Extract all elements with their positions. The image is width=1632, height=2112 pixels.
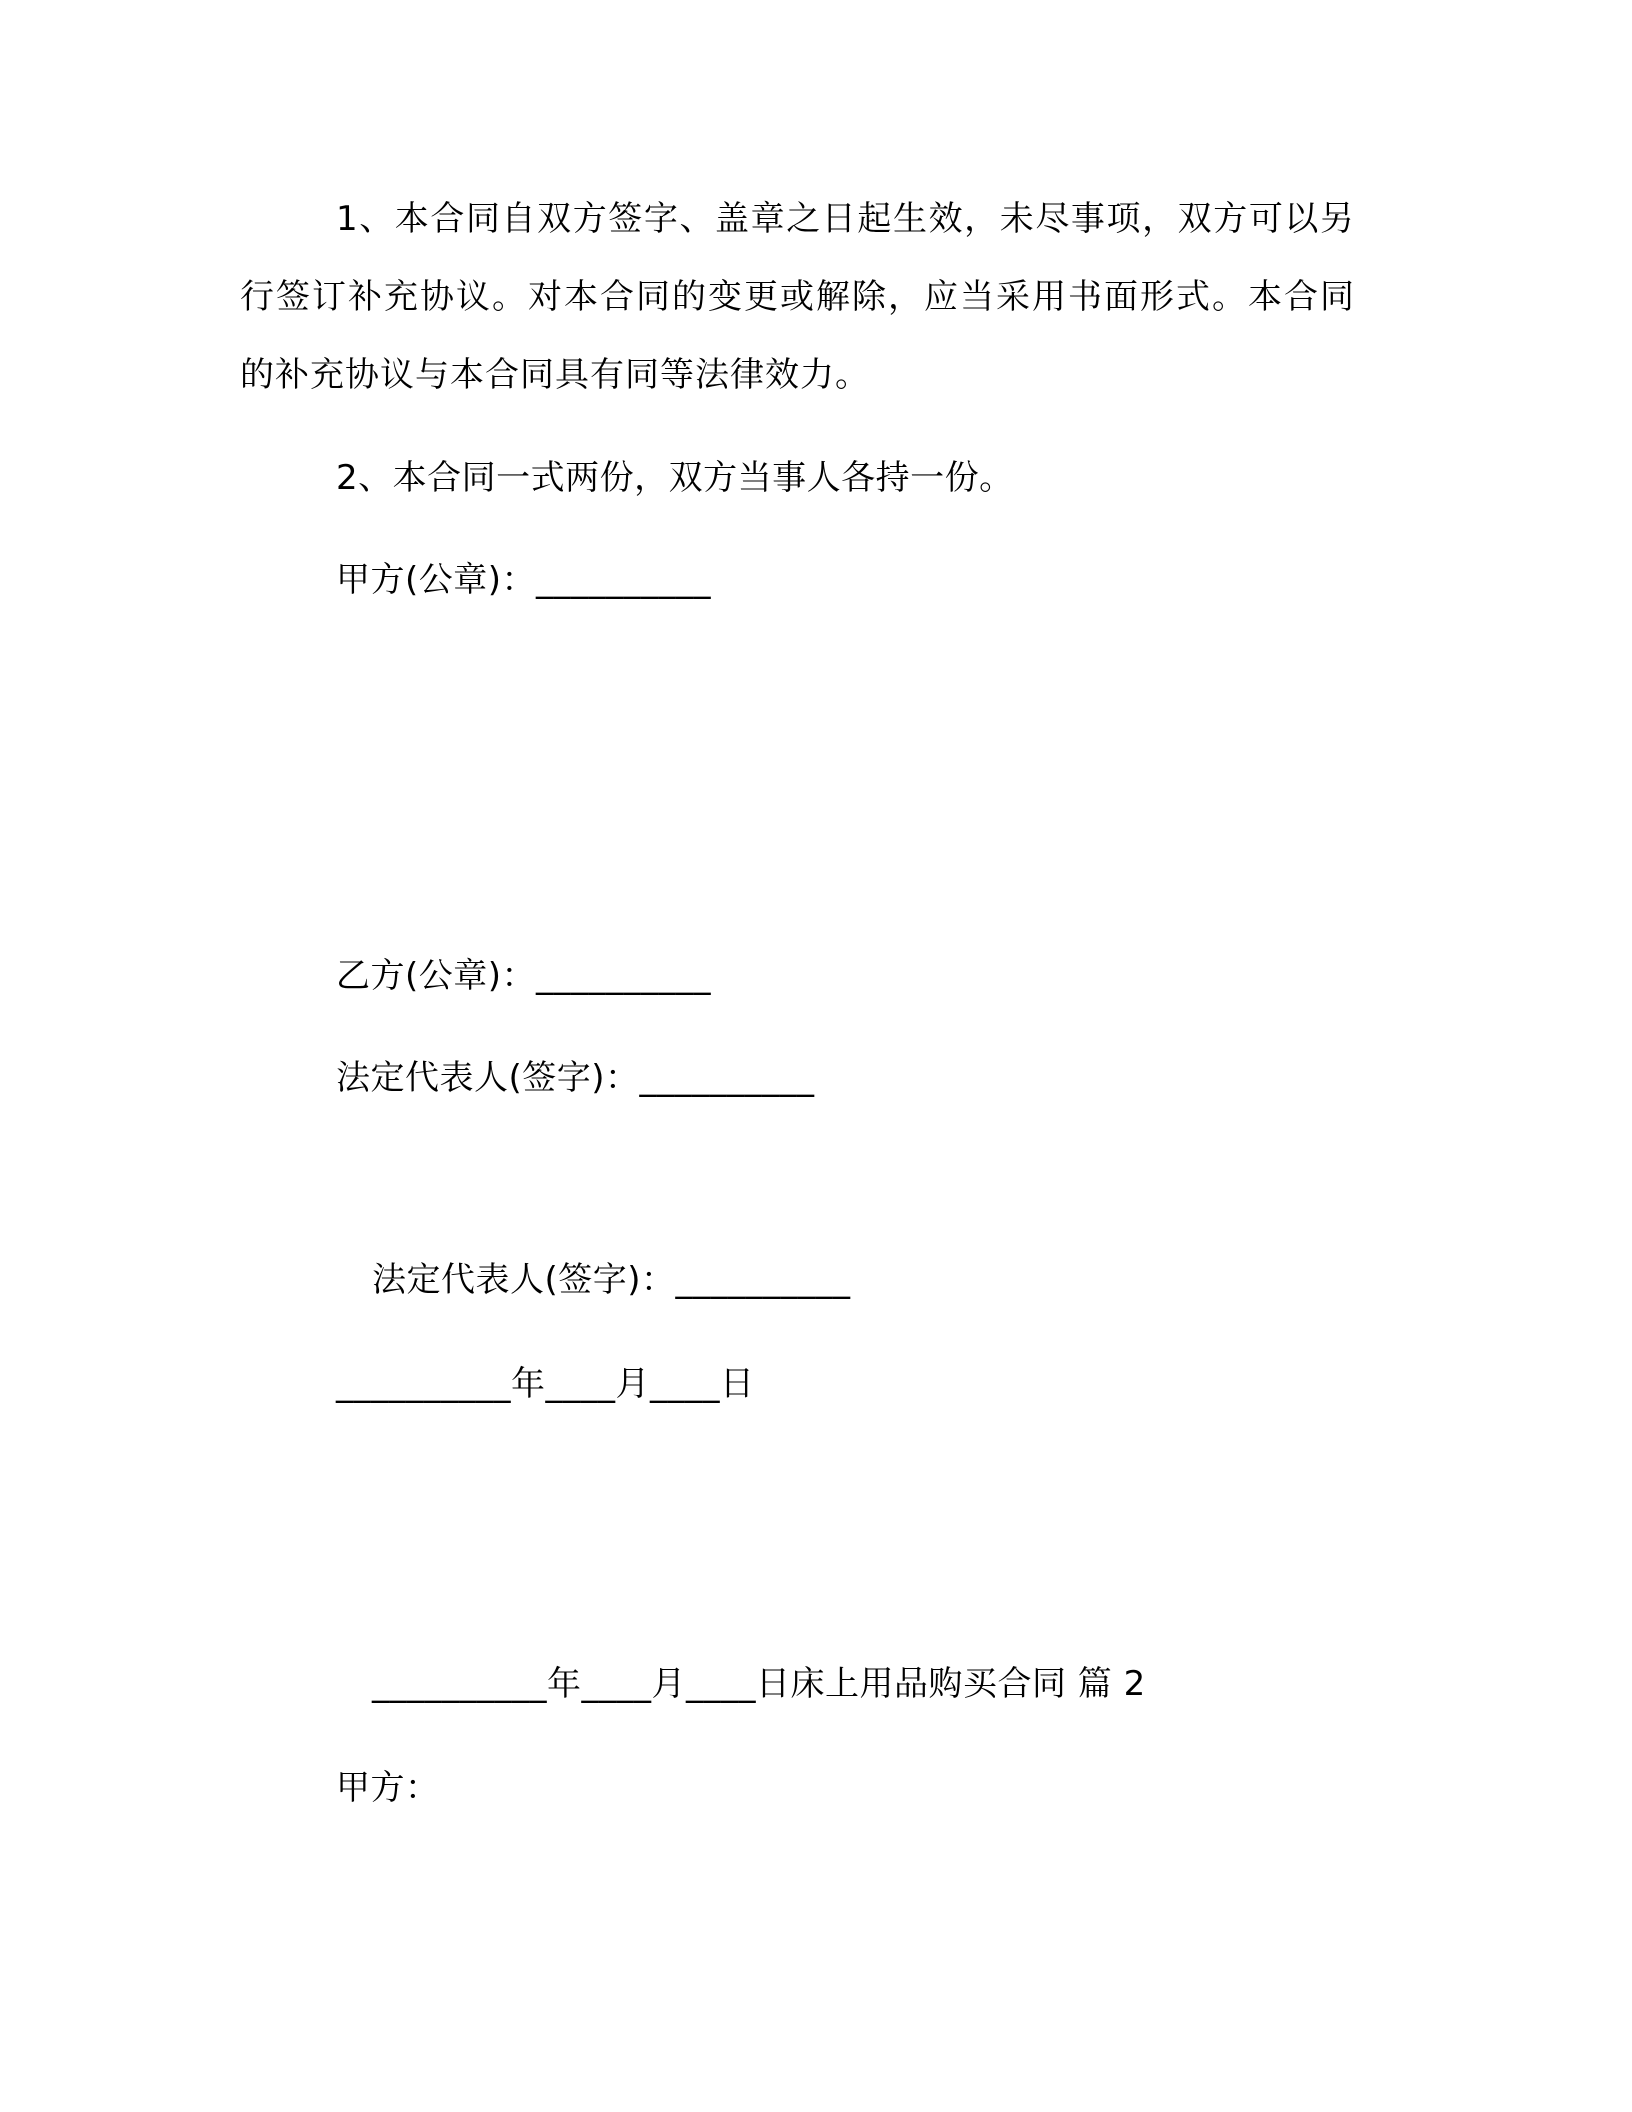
legal-rep-signature-field-1: 法定代表人(签字)：__________ [336,1058,815,1098]
date-line: __________年____月____日 [336,1364,755,1404]
next-contract-title: __________年____月____日床上用品购买合同 篇 2 [372,1664,1146,1704]
clause-2-text: 2、本合同一式两份，双方当事人各持一份。 [336,458,1014,498]
party-a-seal-field: 甲方(公章)：__________ [336,560,712,600]
legal-rep-signature-field-2: 法定代表人(签字)：__________ [372,1260,851,1300]
clause-1-text: 1、本合同自双方签字、盖章之日起生效，未尽事项，双方可以另行签订补充协议。对本合同的变更或解除，应当采用书面形式。本合同的补充协议与本合同具有同等法律效力。 [240,199,1355,395]
party-b-seal-field: 乙方(公章)：__________ [336,956,712,996]
party-a-label: 甲方： [336,1768,440,1808]
